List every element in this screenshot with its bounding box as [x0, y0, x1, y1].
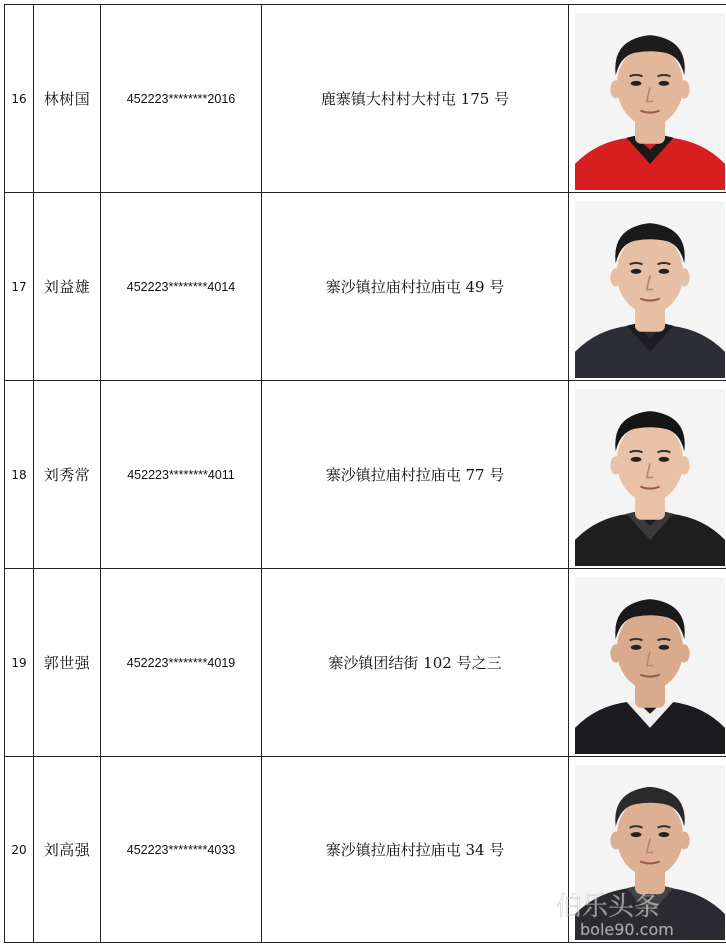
row-index: 20	[5, 757, 34, 943]
table-row	[5, 381, 726, 569]
portrait-cell	[569, 569, 726, 757]
table-row	[5, 193, 726, 381]
table-row	[5, 757, 726, 943]
portrait-photo	[575, 577, 725, 754]
home-address: 寨沙镇拉庙村拉庙屯 49 号	[262, 193, 569, 381]
portrait-image	[575, 13, 725, 190]
id-number: 452223********4033	[101, 757, 262, 943]
portrait-cell	[569, 757, 726, 943]
person-name: 林树国	[34, 5, 101, 193]
portrait-image	[575, 577, 725, 754]
suspect-table	[4, 4, 726, 943]
portrait-image	[575, 201, 725, 378]
home-address: 寨沙镇团结街 102 号之三	[262, 569, 569, 757]
id-number: 452223********4014	[101, 193, 262, 381]
portrait-photo	[575, 389, 725, 566]
suspect-table-sheet	[4, 4, 722, 943]
person-name: 刘秀常	[34, 381, 101, 569]
row-index: 16	[5, 5, 34, 193]
portrait-cell	[569, 5, 726, 193]
watermark-url: bole90.com	[580, 920, 674, 939]
portrait-image	[575, 765, 725, 940]
person-name: 郭世强	[34, 569, 101, 757]
id-number: 452223********2016	[101, 5, 262, 193]
row-index: 19	[5, 569, 34, 757]
home-address: 寨沙镇拉庙村拉庙屯 77 号	[262, 381, 569, 569]
id-number: 452223********4011	[101, 381, 262, 569]
row-index: 18	[5, 381, 34, 569]
table-row	[5, 569, 726, 757]
table-body	[5, 5, 726, 943]
portrait-photo	[575, 13, 725, 190]
id-number: 452223********4019	[101, 569, 262, 757]
home-address: 寨沙镇拉庙村拉庙屯 34 号	[262, 757, 569, 943]
portrait-photo	[575, 765, 725, 940]
row-index: 17	[5, 193, 34, 381]
portrait-cell	[569, 193, 726, 381]
table-row	[5, 5, 726, 193]
person-name: 刘益雄	[34, 193, 101, 381]
watermark-text: 伯乐头条	[556, 892, 661, 922]
person-name: 刘高强	[34, 757, 101, 943]
portrait-image	[575, 389, 725, 566]
portrait-cell	[569, 381, 726, 569]
portrait-photo	[575, 201, 725, 378]
home-address: 鹿寨镇大村村大村屯 175 号	[262, 5, 569, 193]
